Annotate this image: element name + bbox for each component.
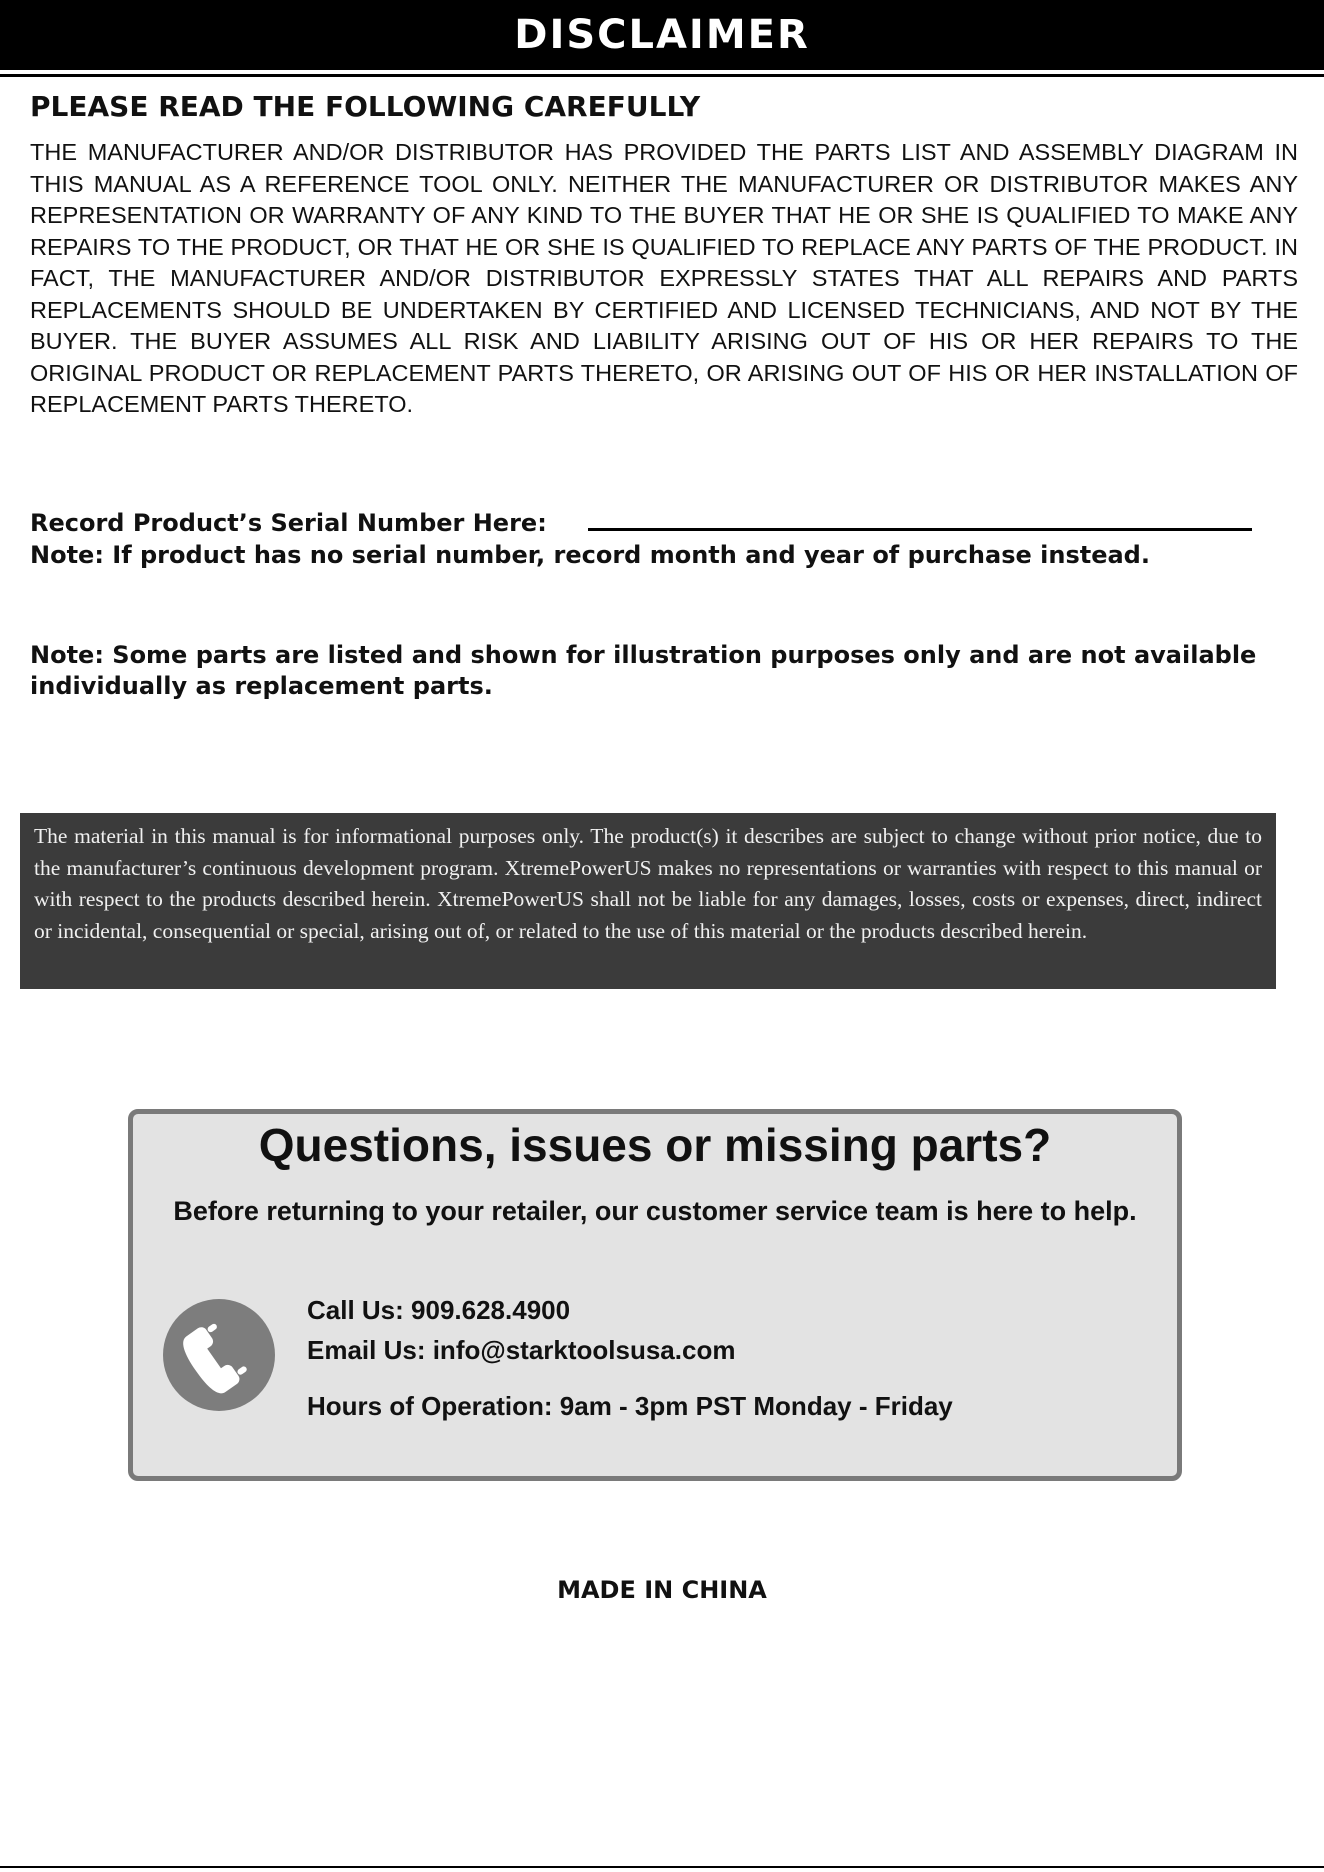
customer-service-box <box>128 1109 1182 1481</box>
call-us-line: Call Us: 909.628.4900 <box>307 1295 571 1325</box>
section-title: PLEASE READ THE FOLLOWING CAREFULLY <box>30 90 701 123</box>
page-title: DISCLAIMER <box>514 12 810 58</box>
legal-notice-box <box>20 813 1276 989</box>
footer-divider <box>0 1866 1324 1868</box>
email-us-line: Email Us: info@starktoolsusa.com <box>307 1335 736 1365</box>
hours-line: Hours of Operation: 9am - 3pm PST Monday - Friday <box>307 1391 953 1421</box>
phone-icon <box>163 1299 275 1411</box>
country-of-origin: MADE IN CHINA <box>557 1576 767 1604</box>
help-subtitle: Before returning to your retailer, our customer service team is here to help. <box>173 1196 1137 1226</box>
illustration-note: Note: Some parts are listed and shown for illustration purposes only and are not available individually as replacement parts. <box>30 641 1257 700</box>
help-title: Questions, issues or missing parts? <box>258 1119 1052 1171</box>
phone-handset-icon <box>163 1299 275 1411</box>
disclaimer-text: THE MANUFACTURER AND/OR DISTRIBUTOR HAS PROVIDED THE PARTS LIST AND ASSEMBLY DIAGRAM IN THIS MANUAL AS A REFERENCE TOOL ONLY. NEITHER THE MANUFACTURER OR DISTRIBUTOR MAKES ANY REPRESENTATION OR WARRANTY OF ANY KIND TO THE BUYER THAT HE OR SHE IS QUALIFIED TO MAKE ANY REPAIRS TO THE PRODUCT, OR THAT HE OR SHE IS QUALIFIED TO REPLACE ANY PARTS OF THE PRODUCT. IN FACT, THE MANUFACTURER AND/OR DISTRIBUTOR EXPRESSLY STATES THAT ALL REPAIRS AND PARTS REPLACEMENTS SHOULD BE UNDERTAKEN BY CERTIFIED AND LICENSED TECHNICIANS, AND NOT BY THE BUYER. THE BUYER ASSUMES ALL RISK AND LIABILITY ARISING OUT OF HIS OR HER REPAIRS TO THE ORIGINAL PRODUCT OR REPLACEMENT PARTS THERETO, OR ARISING OUT OF HIS OR HER INSTALLATION OF REPLACEMENT PARTS THERETO. <box>30 139 1298 417</box>
serial-number-blank-line <box>588 528 1252 531</box>
header-bar <box>0 0 1324 70</box>
header-divider <box>0 74 1324 77</box>
legal-notice-text: The material in this manual is for informational purposes only. The product(s) it describes are subject to change without prior notice, due to the manufacturer’s continuous development program. XtremePowerUS makes no representations or warranties with respect to this manual or with respect to the products described herein. XtremePowerUS shall not be liable for any damages, losses, costs or expenses, direct, indirect or incidental, consequential or special, arising out of, or related to the use of this material or the products described herein. <box>34 824 1262 943</box>
serial-number-label: Record Product’s Serial Number Here: <box>30 509 547 537</box>
serial-number-note: Note: If product has no serial number, record month and year of purchase instead. <box>30 541 1150 569</box>
